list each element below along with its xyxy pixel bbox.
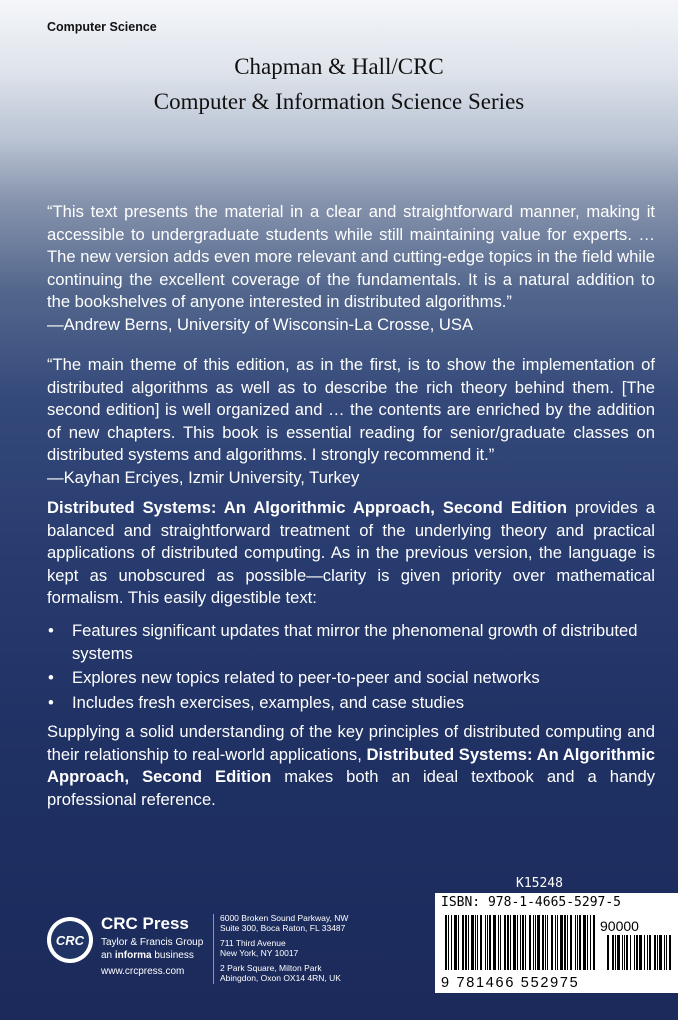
barcode-bar bbox=[577, 915, 578, 970]
barcode-bar bbox=[570, 915, 572, 970]
price-bar bbox=[617, 935, 620, 970]
closing-text: Supplying a solid understanding of the key principles of distributed computing and their relationship to real-world applications, bbox=[47, 722, 655, 764]
series-title-line2: Computer & Information Science Series bbox=[153, 89, 525, 114]
barcode-bar bbox=[522, 915, 524, 970]
book-title: Distributed Systems: An Algorithmic Approach, Second Edition bbox=[47, 744, 655, 786]
closing-text-end: makes both an ideal textbook and a handy professional reference. bbox=[47, 767, 655, 809]
barcode-bar bbox=[583, 915, 586, 970]
price-bar bbox=[626, 935, 628, 970]
book-title: Distributed Systems: An Algorithmic Approach, Second Edition bbox=[47, 498, 568, 517]
barcode-bar bbox=[535, 915, 536, 970]
barcode-bar bbox=[471, 915, 474, 970]
barcode-bar bbox=[590, 915, 591, 970]
barcode-bar bbox=[468, 915, 469, 970]
price-bar bbox=[647, 935, 648, 970]
quote-attribution: —Andrew Berns, University of Wisconsin-La Crosse, USA bbox=[47, 314, 474, 334]
barcode-bar bbox=[564, 915, 566, 970]
crc-logo-text: CRC bbox=[51, 921, 89, 959]
barcode-bar bbox=[498, 915, 499, 970]
quote-text: “This text presents the material in a clear and straightforward manner, making it accessible to undergraduate students while still maintaining value for experts. … The new version adds even more relevant and cutting-edge topics in the field while continuing the excellent coverage of the fundamentals. It is a natural addition to the bookshelves of anyone interested in distributed algorithms.” bbox=[47, 202, 655, 311]
description-text: provides a balanced and straightforward treatment of the underlying theory and practical applications of distributed computing. As in the previous version, the language is kept as unobscured as possible—clarity is given priority over mathematical formalism. This easily digestible text: bbox=[47, 498, 655, 607]
barcode-bar bbox=[462, 915, 464, 970]
category-label: Computer Science bbox=[47, 20, 157, 34]
isbn-number: ISBN: 978-1-4665-5297-5 bbox=[441, 895, 622, 910]
price-bar bbox=[612, 935, 614, 970]
barcode-bar bbox=[575, 915, 576, 970]
price-bar bbox=[649, 935, 651, 970]
publisher-address-3: 2 Park Square, Milton Park Abingdon, Oxon OX14 4RN, UK bbox=[220, 963, 341, 983]
barcode-bar bbox=[557, 915, 558, 970]
barcode-bar bbox=[500, 915, 501, 970]
barcode-bar bbox=[555, 915, 556, 970]
price-bar bbox=[669, 935, 671, 970]
barcode-bar bbox=[477, 915, 478, 970]
price-code: 90000 bbox=[600, 918, 639, 934]
price-bar bbox=[607, 935, 609, 970]
price-bar bbox=[666, 935, 667, 970]
list-item: • Features significant updates that mirror the phenomenal growth of distributed systems bbox=[47, 620, 655, 665]
price-bar bbox=[615, 935, 616, 970]
price-bar bbox=[654, 935, 656, 970]
publisher-business: an informa business bbox=[101, 950, 194, 961]
barcode-bar bbox=[504, 915, 506, 970]
barcode-bar bbox=[529, 915, 531, 970]
barcode-bar bbox=[485, 915, 486, 970]
quote-text: “The main theme of this edition, as in the first, is to show the implementation of distributed algorithms as well as to describe the rich theory behind them. [The second edition] is well organized and … the contents are enriched by the addition of new chapters. This book is essential reading for senior/graduate classes on distributed systems and algorithms. I strongly recommend it.” bbox=[47, 355, 655, 464]
barcode-bar bbox=[567, 915, 568, 970]
barcode-bar bbox=[551, 915, 553, 970]
barcode-bar bbox=[547, 915, 548, 970]
barcode-bar bbox=[517, 915, 518, 970]
publisher-address-2: 711 Third Avenue New York, NY 10017 bbox=[220, 938, 299, 958]
price-bar bbox=[630, 935, 631, 970]
barcode-bar bbox=[507, 915, 509, 970]
barcode-bar bbox=[480, 915, 482, 970]
publisher-group-name: Taylor & Francis Group bbox=[101, 937, 204, 948]
quote-attribution: —Kayhan Erciyes, Izmir University, Turkey bbox=[47, 467, 360, 487]
list-item: • Includes fresh exercises, examples, and case studies bbox=[47, 692, 655, 715]
barcode-bar bbox=[445, 915, 447, 970]
price-bar bbox=[664, 935, 665, 970]
barcode-bar bbox=[487, 915, 488, 970]
barcode-bar bbox=[587, 915, 588, 970]
price-bar bbox=[622, 935, 623, 970]
barcode-bar bbox=[493, 915, 496, 970]
divider bbox=[213, 914, 214, 984]
barcode-bar bbox=[451, 915, 452, 970]
publisher-name: CRC Press bbox=[101, 914, 189, 933]
barcode-bar bbox=[510, 915, 511, 970]
barcode-bar bbox=[537, 915, 540, 970]
endorsement-quote-1 bbox=[47, 201, 655, 336]
list-item: • Explores new topics related to peer-to-peer and social networks bbox=[47, 667, 655, 690]
product-code: K15248 bbox=[516, 876, 563, 891]
barcode-bar bbox=[513, 915, 516, 970]
endorsement-quote-2 bbox=[47, 354, 655, 489]
price-bar bbox=[636, 935, 638, 970]
barcode-bar bbox=[545, 915, 546, 970]
barcode-digits: 9 781466 552975 bbox=[441, 975, 580, 991]
price-bar bbox=[639, 935, 642, 970]
publisher-url[interactable]: www.crcpress.com bbox=[101, 966, 185, 977]
price-bar bbox=[644, 935, 645, 970]
barcode-bar bbox=[525, 915, 526, 970]
barcode-bar bbox=[533, 915, 534, 970]
barcode-bar bbox=[520, 915, 521, 970]
price-bar bbox=[657, 935, 658, 970]
barcode-bar bbox=[454, 915, 457, 970]
feature-list bbox=[47, 620, 655, 716]
publisher-group bbox=[101, 936, 203, 962]
barcode-bar bbox=[489, 915, 491, 970]
price-bar bbox=[634, 935, 635, 970]
barcode-bar bbox=[579, 915, 581, 970]
publisher-address-1: 6000 Broken Sound Parkway, NW Suite 300, Boca Raton, FL 33487 bbox=[220, 913, 349, 933]
barcode-bar bbox=[448, 915, 449, 970]
barcode-bar bbox=[560, 915, 563, 970]
barcode-bar bbox=[593, 915, 595, 970]
barcode-bar bbox=[458, 915, 459, 970]
price-bar bbox=[624, 935, 625, 970]
series-title-line1: Chapman & Hall/CRC bbox=[234, 54, 444, 79]
barcode-bar bbox=[542, 915, 544, 970]
closing-paragraph bbox=[47, 721, 655, 811]
book-description bbox=[47, 497, 655, 610]
barcode-bar bbox=[465, 915, 467, 970]
price-bar bbox=[659, 935, 662, 970]
barcode-bar bbox=[475, 915, 476, 970]
